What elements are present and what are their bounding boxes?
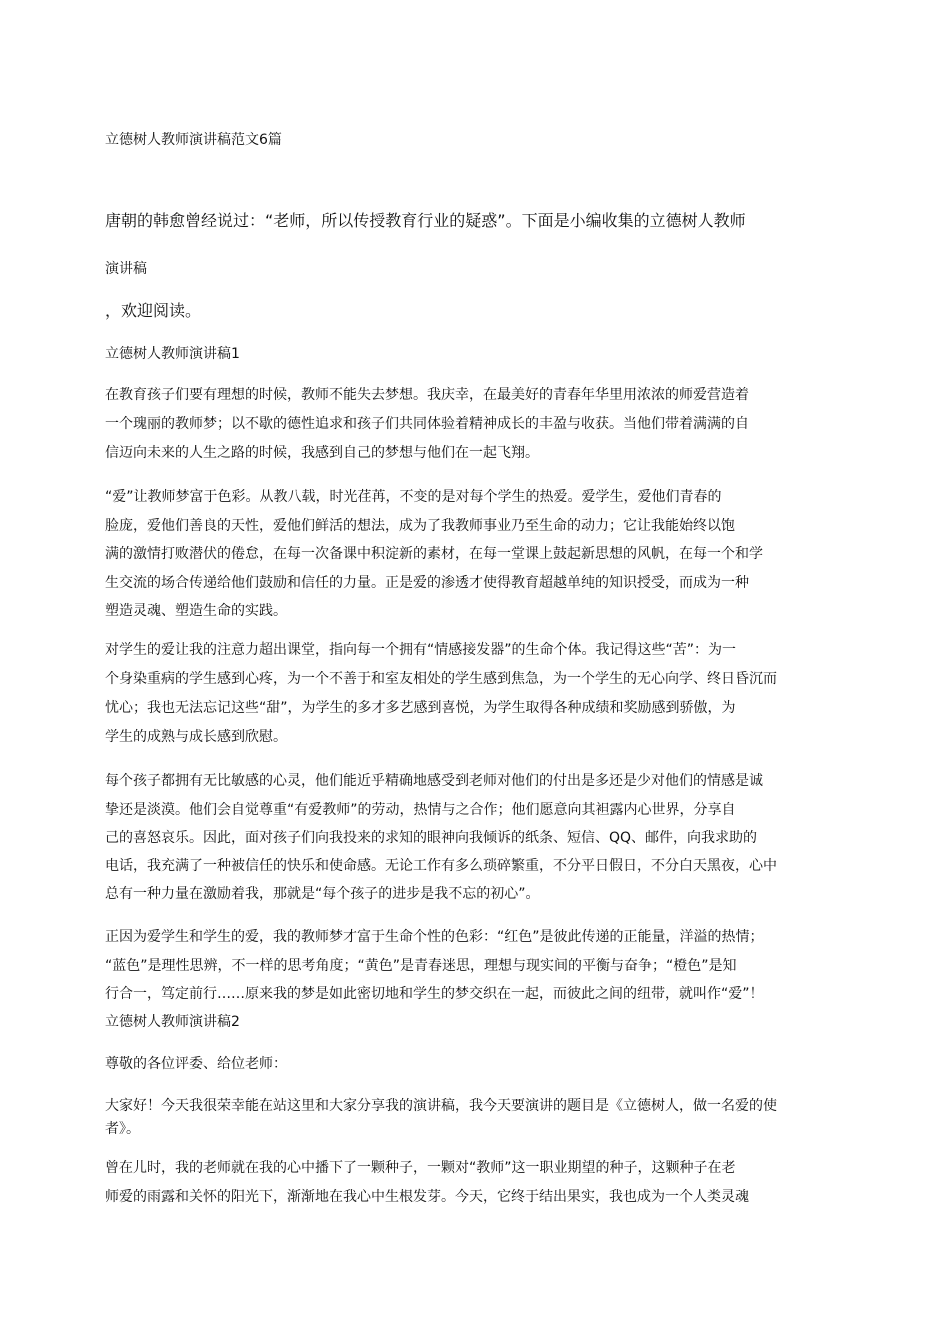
paragraph-8-line: 师爱的雨露和关怀的阳光下，渐渐地在我心中生根发芽。今天，它终于结出果实，我也成为一个人类灵魂 xyxy=(105,1189,749,1205)
paragraph-1-line: 信迈向未来的人生之路的时候，我感到自己的梦想与他们在一起飞翔。 xyxy=(105,445,539,461)
intro-line-1: 唐朝的韩愈曾经说过：“老师，所以传授教育行业的疑惑”。下面是小编收集的立德树人教师 xyxy=(105,211,746,230)
paragraph-4-line: 挚还是淡漠。他们会自觉尊重“有爱教师”的劳动，热情与之合作；他们愿意向其袒露内心世界，分享自 xyxy=(105,802,736,818)
paragraph-5-line: 正因为爱学生和学生的爱，我的教师梦才富于生命个性的色彩：“红色”是彼此传递的正能量，洋溢的热情； xyxy=(105,929,764,945)
paragraph-3-line: 学生的成熟与成长感到欣慰。 xyxy=(105,729,287,745)
paragraph-5-line: “蓝色”是理性思辨，不一样的思考角度；“黄色”是青春迷思，理想与现实间的平衡与奋争；“橙色”是知 xyxy=(105,958,737,974)
paragraph-2-line: “爱”让教师梦富于色彩。从教八载，时光荏苒，不变的是对每个学生的热爱。爱学生，爱他们青春的 xyxy=(105,489,722,505)
paragraph-2-line: 满的激情打败潜伏的倦怠，在每一次备课中积淀新的素材，在每一堂课上鼓起新思想的风帆，在每一个和学 xyxy=(105,546,763,562)
paragraph-2-line: 生交流的场合传递给他们鼓励和信任的力量。正是爱的渗透才使得教育超越单纯的知识授受，而成为一种 xyxy=(105,575,749,591)
paragraph-2-line: 脸庞，爱他们善良的天性，爱他们鲜活的想法，成为了我教师事业乃至生命的动力；它让我能始终以饱 xyxy=(105,518,735,534)
intro-line-2: 演讲稿 xyxy=(105,261,147,277)
paragraph-4-line: 总有一种力量在激励着我，那就是“每个孩子的进步是我不忘的初心”。 xyxy=(105,886,540,902)
document-title: 立德树人教师演讲稿范文6篇 xyxy=(105,132,282,148)
paragraph-4-line: 电话，我充满了一种被信任的快乐和使命感。无论工作有多么琐碎繁重，不分平日假日，不分白天黑夜，心中 xyxy=(105,858,777,874)
section-heading-1: 立德树人教师演讲稿1 xyxy=(105,346,240,362)
paragraph-3-line: 对学生的爱让我的注意力超出课堂，指向每一个拥有“情感接发器”的生命个体。我记得这些“苦”：为一 xyxy=(105,642,737,658)
paragraph-1-line: 一个瑰丽的教师梦；以不歇的德性追求和孩子们共同体验着精神成长的丰盈与收获。当他们带着满满的自 xyxy=(105,416,749,432)
paragraph-1-line: 在教育孩子们要有理想的时候，教师不能失去梦想。我庆幸，在最美好的青春年华里用浓浓的师爱营造着 xyxy=(105,387,749,403)
paragraph-5-line: 行合一，笃定前行……原来我的梦是如此密切地和学生的梦交织在一起，而彼此之间的纽带，就叫作“爱”！ xyxy=(105,986,764,1002)
section-heading-2: 立德树人教师演讲稿2 xyxy=(105,1014,240,1030)
paragraph-3-line: 个身染重病的学生感到心疼，为一个不善于和室友相处的学生感到焦急，为一个学生的无心向学、终日昏沉而 xyxy=(105,671,777,687)
paragraph-6: 尊敬的各位评委、给位老师： xyxy=(105,1056,287,1072)
paragraph-4-line: 己的喜怒哀乐。因此，面对孩子们向我投来的求知的眼神向我倾诉的纸条、短信、QQ、邮件，向我求助的 xyxy=(105,830,758,846)
paragraph-7-line: 者》。 xyxy=(105,1121,140,1137)
paragraph-4-line: 每个孩子都拥有无比敏感的心灵，他们能近乎精确地感受到老师对他们的付出是多还是少对他们的情感是诚 xyxy=(105,773,763,789)
intro-line-3: ，欢迎阅读。 xyxy=(105,301,202,320)
paragraph-2-line: 塑造灵魂、塑造生命的实践。 xyxy=(105,603,287,619)
paragraph-7-line: 大家好！今天我很荣幸能在站这里和大家分享我的演讲稿，我今天要演讲的题目是《立德树人，做一名爱的使 xyxy=(105,1098,777,1114)
paragraph-8-line: 曾在儿时，我的老师就在我的心中播下了一颗种子，一颗对“教师”这一职业期望的种子，这颗种子在老 xyxy=(105,1160,736,1176)
paragraph-3-line: 忧心；我也无法忘记这些“甜”，为学生的多才多艺感到喜悦，为学生取得各种成绩和奖励感到骄傲，为 xyxy=(105,700,736,716)
